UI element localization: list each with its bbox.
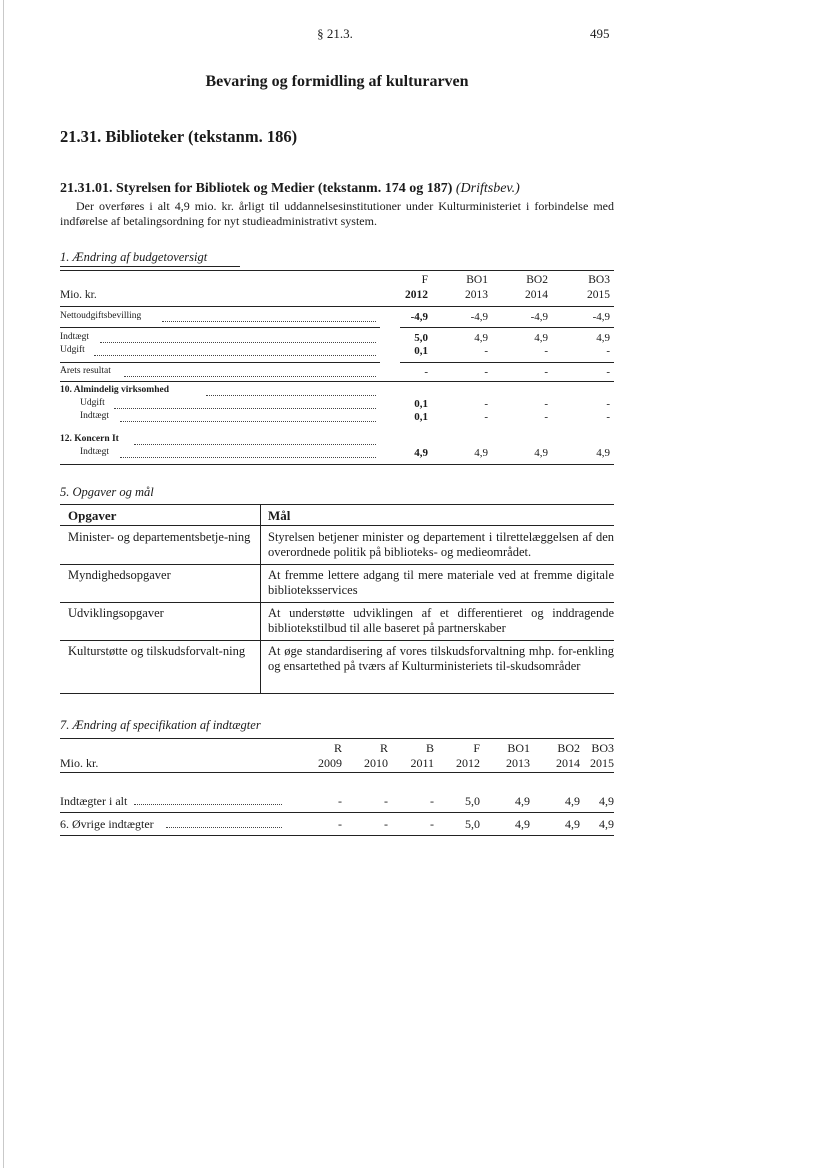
column-header-goals: Mål	[268, 508, 291, 523]
row-label: Indtægt	[60, 332, 90, 342]
column-header-year: 2011	[410, 756, 434, 770]
row-label: Udgift	[80, 398, 105, 408]
goal-cell: At fremme lettere adgang til mere materiale ved at fremme digitale biblioteksservices	[268, 568, 614, 597]
row-rule	[400, 327, 614, 328]
cell-value: 4,9	[414, 447, 428, 459]
column-header-top: BO1	[507, 741, 530, 755]
heading-libraries: 21.31. Biblioteker (tekstanm. 186)	[60, 127, 298, 146]
table-bottom-rule	[60, 464, 614, 465]
table-row	[60, 345, 614, 359]
column-header-year: 2012	[456, 756, 480, 770]
column-header-year: 2013	[465, 289, 488, 301]
cell-value: 4,9	[565, 817, 580, 831]
cell-value: 4,9	[599, 817, 614, 831]
column-header-top: F	[473, 741, 480, 755]
table-row	[60, 398, 614, 412]
row-label: Årets resultat	[60, 366, 111, 376]
column-header-tasks: Opgaver	[68, 508, 117, 523]
row-label: Indtægt	[80, 411, 110, 421]
table-top-rule	[60, 738, 614, 739]
column-header-top: BO3	[588, 274, 610, 286]
cell-value: -	[384, 817, 388, 831]
cell-value: -	[544, 411, 548, 423]
cell-value: -	[484, 411, 488, 423]
column-header-top: B	[425, 741, 434, 755]
row-rule	[60, 564, 614, 565]
cell-value: 5,0	[465, 817, 480, 831]
cell-value: -	[430, 794, 434, 808]
cell-value: -	[484, 345, 488, 357]
cell-value: 4,9	[596, 447, 610, 459]
cell-value: -4,9	[592, 311, 610, 323]
table-row	[60, 311, 614, 325]
header-rule	[60, 772, 614, 773]
heading-agency	[60, 181, 520, 197]
goal-cell: At øge standardisering af vores tilskudsforvaltning mhp. for-enkling og ensartethed på tværs af Kulturministeriets til-skudsområder	[268, 644, 614, 673]
cell-value: -	[606, 398, 610, 410]
goal-cell: At understøtte udviklingen af et differentieret og inddragende bibliotekstilbud til alle baseret på partnerskaber	[268, 606, 614, 635]
cell-value: 5,0	[465, 794, 480, 808]
cell-value: 0,1	[414, 345, 428, 357]
dot-leader	[134, 434, 376, 445]
header-rule	[60, 306, 614, 307]
intro-paragraph: Der overføres i alt 4,9 mio. kr. årligt til uddannelsesinstitutioner under Kulturministeriet i forbindelse med indførelse af betalingsordning for nyt studieadministrativt system.	[60, 199, 614, 228]
column-header-top: BO3	[591, 741, 614, 755]
tasks-goals-title: 5. Opgaver og mål	[60, 485, 154, 499]
page-number: 495	[590, 26, 610, 41]
cell-value: 4,9	[596, 332, 610, 344]
table-bottom-rule	[60, 693, 614, 694]
column-header-top: BO1	[466, 274, 488, 286]
dot-leader	[124, 366, 376, 377]
row-rule	[60, 812, 614, 813]
heading-agency-qualifier: (Driftsbev.)	[455, 181, 520, 196]
cell-value: -	[544, 398, 548, 410]
task-cell: Kulturstøtte og tilskudsforvalt-ning	[68, 644, 246, 658]
row-rule	[400, 362, 614, 363]
cell-value: -	[484, 398, 488, 410]
cell-value: -	[484, 366, 488, 378]
cell-value: -4,9	[530, 311, 548, 323]
dot-leader	[162, 311, 376, 322]
cell-value: 0,1	[414, 411, 428, 423]
table-bottom-rule	[60, 835, 614, 836]
cell-value: -	[338, 794, 342, 808]
cell-value: 4,9	[534, 447, 548, 459]
row-label: Indtægt	[80, 447, 110, 457]
row-rule	[60, 602, 614, 603]
cell-value: -	[606, 411, 610, 423]
column-header-year: 2014	[525, 289, 548, 301]
row-rule	[60, 327, 380, 328]
column-header-year: 2015	[587, 289, 610, 301]
cell-value: -	[430, 817, 434, 831]
table-row	[60, 366, 614, 380]
row-label: 10. Almindelig virksomhed	[60, 385, 169, 395]
column-header-top: F	[421, 274, 428, 286]
cell-value: -	[606, 345, 610, 357]
row-label: 12. Koncern It	[60, 434, 119, 444]
cell-value: -	[606, 366, 610, 378]
column-header-year: 2010	[364, 756, 388, 770]
column-header-top: R	[379, 741, 388, 755]
goal-cell: Styrelsen betjener minister og departement i tilrettelæggelsen af den overordnede politik på biblioteks- og medieområdet.	[268, 530, 614, 559]
table-top-rule	[60, 270, 614, 271]
row-label: Nettoudgiftsbevilling	[60, 311, 142, 321]
unit-label: Mio. kr.	[60, 289, 97, 301]
row-rule	[60, 640, 614, 641]
column-divider	[260, 504, 261, 693]
row-label: 6. Øvrige indtægter	[60, 817, 154, 831]
task-cell: Udviklingsopgaver	[68, 606, 164, 620]
dot-leader	[120, 447, 376, 458]
column-header-top: BO2	[557, 741, 580, 755]
cell-value: 4,9	[474, 447, 488, 459]
dot-leader	[166, 817, 282, 828]
cell-value: 4,9	[515, 817, 530, 831]
column-header-top: R	[333, 741, 342, 755]
cell-value: 0,1	[414, 398, 428, 410]
task-cell: Minister- og departementsbetje-ning	[68, 530, 251, 544]
section-reference: § 21.3.	[317, 26, 353, 41]
dot-leader	[114, 398, 376, 409]
cell-value: -4,9	[470, 311, 488, 323]
task-cell: Myndighedsopgaver	[68, 568, 171, 582]
cell-value: -	[424, 366, 428, 378]
dot-leader	[206, 385, 376, 396]
table-row	[60, 332, 614, 346]
cell-value: 4,9	[599, 794, 614, 808]
cell-value: -	[384, 794, 388, 808]
table-row	[60, 411, 614, 425]
cell-value: -4,9	[410, 311, 428, 323]
budget-overview-title-underline	[60, 266, 240, 267]
cell-value: 4,9	[565, 794, 580, 808]
table-row	[60, 794, 614, 809]
header-rule	[60, 525, 614, 526]
column-header-year: 2009	[318, 756, 342, 770]
column-header-year: 2012	[405, 289, 428, 301]
main-title: Bevaring og formidling af kulturarven	[205, 73, 469, 90]
cell-value: 4,9	[534, 332, 548, 344]
dot-leader	[94, 345, 376, 356]
budget-overview-title: 1. Ændring af budgetoversigt	[60, 250, 208, 264]
table-row	[60, 385, 614, 399]
row-label: Udgift	[60, 345, 85, 355]
table-top-rule	[60, 504, 614, 505]
table-row	[60, 434, 614, 448]
dot-leader	[134, 794, 282, 805]
cell-value: 5,0	[414, 332, 428, 344]
row-label: Indtægter i alt	[60, 794, 128, 808]
income-spec-title: 7. Ændring af specifikation af indtægter	[60, 718, 261, 732]
row-rule	[60, 362, 380, 363]
column-header-year: 2015	[590, 756, 614, 770]
table-row	[60, 817, 614, 832]
unit-label: Mio. kr.	[60, 756, 99, 770]
cell-value: -	[338, 817, 342, 831]
cell-value: 4,9	[474, 332, 488, 344]
cell-value: 4,9	[515, 794, 530, 808]
page-scan-edge	[3, 0, 4, 1168]
column-header-year: 2013	[506, 756, 530, 770]
dot-leader	[100, 332, 376, 343]
table-row	[60, 447, 614, 461]
cell-value: -	[544, 345, 548, 357]
dot-leader	[120, 411, 376, 422]
row-rule	[60, 381, 614, 382]
column-header-year: 2014	[556, 756, 580, 770]
cell-value: -	[544, 366, 548, 378]
heading-agency-text: 21.31.01. Styrelsen for Bibliotek og Medier (tekstanm. 174 og 187)	[60, 181, 453, 196]
column-header-top: BO2	[526, 274, 548, 286]
